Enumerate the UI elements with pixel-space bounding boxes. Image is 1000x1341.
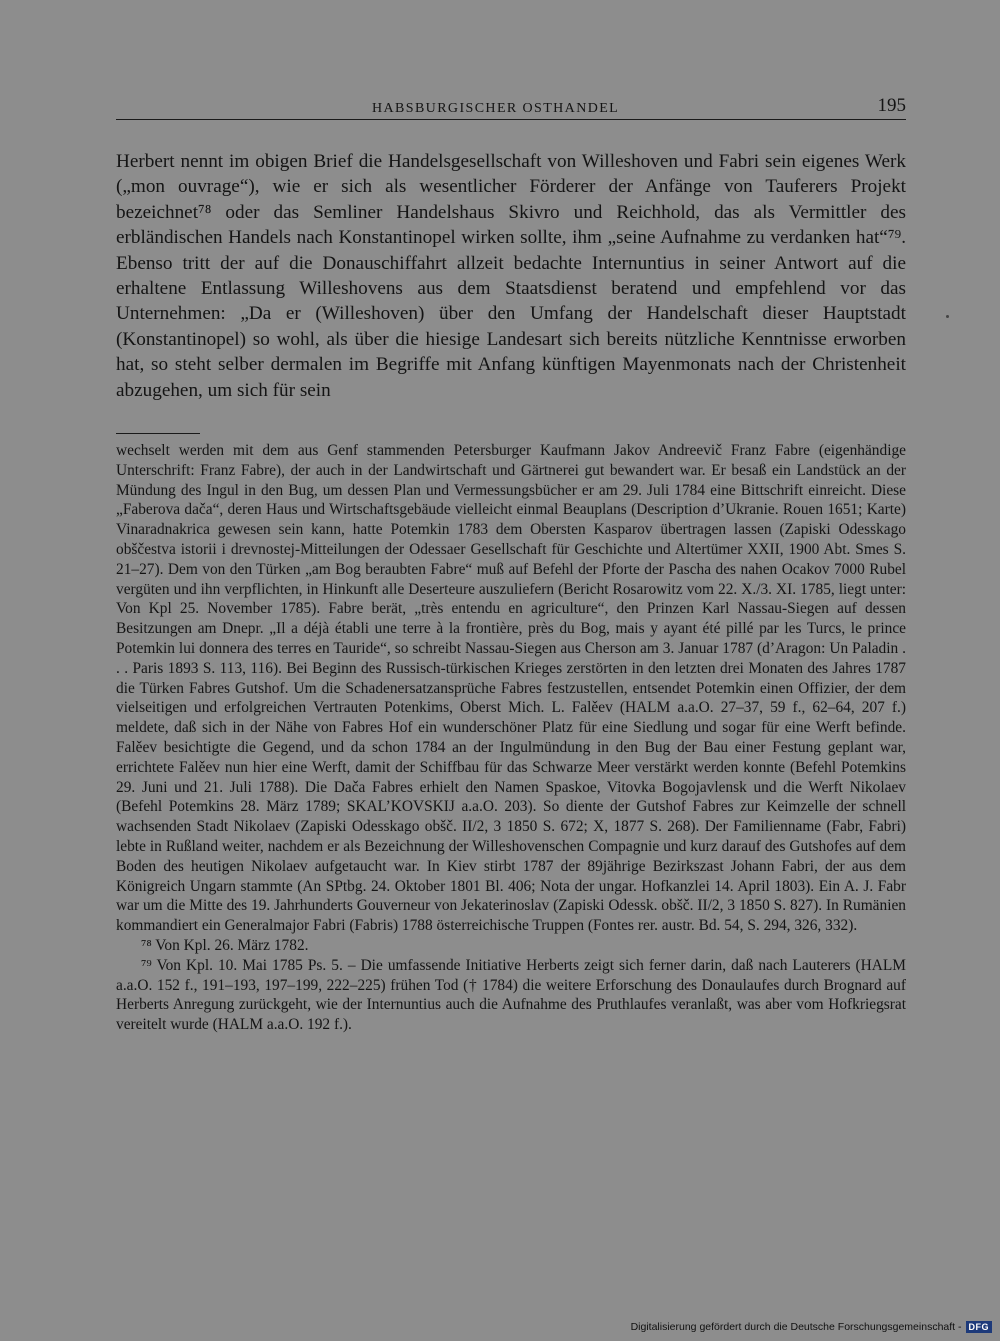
- footnote-78: ⁷⁸ Von Kpl. 26. März 1782.: [141, 936, 309, 954]
- header-rule: [116, 119, 906, 120]
- footnote-79: ⁷⁹ Von Kpl. 10. Mai 1785 Ps. 5. – Die umfassende Initiative Herberts zeigt sich ferner darin, daß nach Lauterers (HALM a.a.O. 152 f., 191–193, 197–199, 222–225) frühen Tod († 1784) die weitere Erforschung des Donaulaufes durch Brognard auf Herberts Anregung zurückgeht, wie der Internuntius auch die Aufnahme des Pruthlaufes veranlaßt, was aber vom Hofkriegsrat vereitelt wurde (HALM a.a.O. 192 f.).: [116, 956, 906, 1034]
- page-header: [116, 95, 906, 119]
- scan-speck: [946, 315, 949, 318]
- credit-text: Digitalisierung gefördert durch die Deutsche Forschungsgemeinschaft -: [630, 1321, 962, 1333]
- footnote-separator: [116, 433, 200, 434]
- footnote-continuation: wechselt werden mit dem aus Genf stammenden Petersburger Kaufmann Jakov Andreevič Franz Fabre (eigenhändige Unterschrift: Franz Fabre), der auch in der Landwirtschaft und Gärtnerei gut bewandert war. Er besaß ein Landstück an der Mündung des Ingul in den Bug, um dessen Plan und Vermessungsbücher er am 29. Juli 1784 eine Bittschrift einreicht. Diese „Faberova dača“, deren Haus und Wirtschaftsgebäude vielleicht einmal Beauplans (Description d’Ukranie. Rouen 1651; Karte) Vinaradnakrica gewesen sein kann, hatte Potemkin 1783 dem Obersten Kasparov übertragen lassen (Zapiski Odesskago obščestva istorii i drevnostej-Mitteilungen der Odessaer Gesellschaft für Geschichte und Altertümer XXII, 1900 Abt. Smes S. 21–27). Dem von den Türken „am Bog beraubten Fabre“ muß auf Befehl der Pforte der Pascha des nahen Ocakov 7000 Rubel vergüten und ihn verpflichten, in Hinkunft alle Deserteure auszuliefern (Bericht Rosarowitz vom 22. X./3. XI. 1785, liegt unter: Von Kpl 25. November 1785). Fabre berät, „très entendu en agriculture“, den Prinzen Karl Nassau-Siegen auf dessen Besitzungen am Dnepr. „Il a déjà établi une terre à la frontière, près du Bog, mais y ayant été pillé par les Turcs, le prince Potemkin lui donnera des terres en Tauride“, so schreibt Nassau-Siegen aus Cherson am 3. Januar 1787 (d’Aragon: Un Paladin . . . Paris 1893 S. 113, 116). Bei Beginn des Russisch-türkischen Krieges zerstörten in den letzten drei Monaten des Jahres 1787 die Türken Fabres Gutshof. Um die Schadenersatzansprüche Fabres festzustellen, entsendet Potemkin einen Offizier, der dem vielseitigen und erfolgreichen Vertrauten Potenkims, Oberst Mich. L. Falěev (HALM a.a.O. 27–37, 59 f., 62–64, 207 f.) meldete, daß sich in der Nähe von Fabres Hof ein wunderschöner Platz für eine Siedlung und sogar für eine Werft befinde. Falěev besichtigte die Gegend, und da schon 1784 an der Ingulmündung in den Bug der Bau einer Festung geplant war, errichtete Falěev nun hier eine Werft, damit der Schiffbau für das Schwarze Meer verstärkt werden konnte (Befehl Potemkins 29. Juni und 21. Juli 1788). Die Dača Fabres erhielt den Namen Spaskoe, Vitovka Bogojavlensk und die Werft Nikolaev (Befehl Potemkins 28. März 1789; SKAL’KOVSKIJ a.a.O. 203). So diente der Gutshof Fabres zur Keimzelle der schnell wachsenden Stadt Nikolaev (Zapiski Odesskago obšč. II/2, 3 1850 S. 672; X, 1877 S. 268). Der Familienname (Fabr, Fabri) lebte in Rußland weiter, nachdem er als Bezeichnung der Willeshovenschen Compagnie und kurz darauf des Gutshofes auf dem Boden des heutigen Nikolaev aufgetaucht war. In Kiev stirbt 1787 der 89jährige Bezirkszast Johann Fabri, der aus dem Königreich Ungarn stammte (An SPtbg. 24. Oktober 1801 Bl. 406; Nota der ungar. Hofkanzlei 14. April 1803). Ein A. J. Fabr war um die Mitte des 19. Jahrhunderts Gouverneur von Jekaterinoslav (Zapiski Odessk. obšč. II/2, 3 1850 S. 827). In Rumänien kommandiert ein Generalmajor Fabri (Fabris) 1788 österreichische Truppen (Fontes rer. austr. Bd. 54, S. 294, 326, 332).: [116, 442, 906, 935]
- footnotes: [116, 441, 906, 1035]
- dfg-logo: DFG: [966, 1321, 993, 1333]
- page-number: 195: [877, 95, 906, 116]
- main-paragraph: Herbert nennt im obigen Brief die Handelsgesellschaft von Willeshoven und Fabri sein eigenes Werk („mon ouvrage“), wie er sich als wesentlicher Förderer der Anfänge von Tauferers Projekt bezeichnet⁷⁸ oder das Semliner Handelshaus Skivro und Reichhold, das als Vermittler des erbländischen Handels nach Konstantinopel wirken sollte, ihm „seine Aufnahme zu verdanken hat“⁷⁹. Ebenso tritt der auf die Donauschiffahrt allzeit bedachte Internuntius in seiner Antwort auf die erhaltene Entlassung Willeshovens aus dem Staatsdienst beratend und empfehlend vor das Unternehmen: „Da er (Willeshoven) über den Umfang der Handelschaft dieser Hauptstadt (Konstantinopel) so wohl, als über die hiesige Landesart sich bereits nützliche Kenntnisse erworben hat, so steht selber dermalen im Begriffe mit Anfang künftigen Mayenmonats nach der Christenheit abzugehen, um sich für sein: [116, 151, 906, 401]
- digitization-credit: [631, 1321, 992, 1333]
- running-head: HABSBURGISCHER OSTHANDEL: [372, 101, 620, 116]
